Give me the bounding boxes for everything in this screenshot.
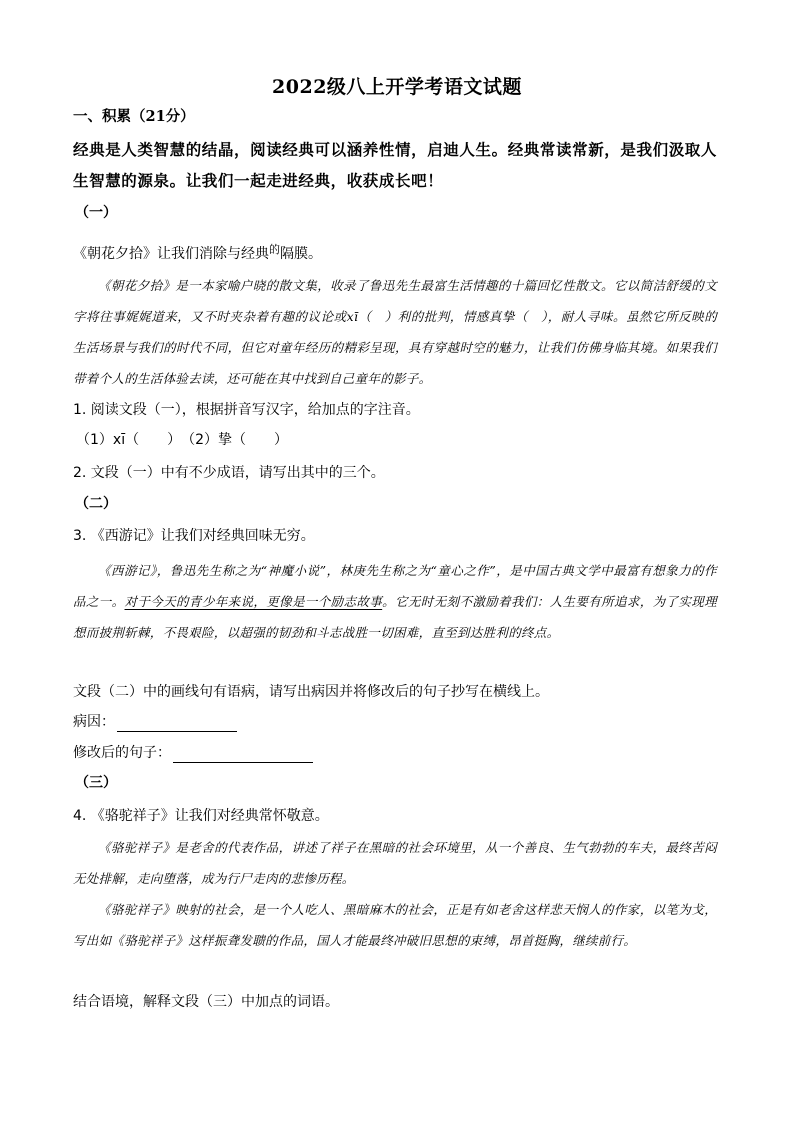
part2-topic: 3. 《西游记》让我们对经典回味无穷。 (73, 528, 315, 544)
part3-topic: 4. 《骆驼祥子》让我们对经典常怀敬意。 (73, 808, 329, 824)
question-1: 1. 阅读文段（一），根据拼音写汉字，给加点的字注音。 (73, 402, 420, 418)
intro-line-1: 经典是人类智慧的结晶，阅读经典可以涵养性情，启迪人生。经典常读常新，是我们汲取人 (73, 140, 718, 159)
part3-passage-1 (73, 832, 717, 894)
part2-underlined-sentence: 对于今天的青少年来说，更像是一个励志故事 (124, 594, 383, 609)
part3-passage-2-text: 《骆驼祥子》映射的社会，是一个人吃人、黑暗麻木的社会，正是有如老舍这样悲天悯人的作家，以笔为戈，写出如《骆驼祥子》这样振聋发聩的作品，国人才能最终冲破旧思想的束缚，昂首挺胸，继续前行。 (73, 902, 717, 948)
part2-passage-post: 。它无时无刻不激励着我们：人生要有所追求，为了实现理想而披荆斩棘，不畏艰险，以超强的韧劲和斗志战胜一切困难，直至到达胜利的终点。 (73, 594, 717, 640)
question-2: 2. 文段（一）中有不少成语，请写出其中的三个。 (73, 465, 385, 481)
part2-passage (73, 555, 717, 648)
part3-passage-2 (73, 894, 717, 956)
question-1-items: （1）xī（ ） （2）挚（ ） (76, 432, 288, 448)
cause-blank[interactable] (117, 717, 237, 732)
part3-instruction: 结合语境，解释文段（三）中加点的词语。 (73, 994, 339, 1010)
part2-passage-pre: 《西游记》，鲁迅先生称之为“神魔小说”，林庚先生称之为“童心之作”，是中国古典文学中最富有想象力的作品之一。 (73, 563, 717, 609)
part3-passage-1-text: 《骆驼祥子》是老舍的代表作品，讲述了祥子在黑暗的社会环境里，从一个善良、生气勃勃的车夫，最终苦闷无处排解，走向堕落，成为行尸走肉的悲惨历程。 (73, 840, 717, 886)
part1-label: （一） (75, 205, 117, 221)
part1-topic-sup: 的 (269, 243, 280, 256)
revised-row (73, 743, 313, 763)
part2-label: （二） (75, 496, 117, 512)
revised-label: 修改后的句子： (73, 745, 171, 761)
part1-topic (73, 240, 322, 264)
cause-label: 病因： (73, 714, 115, 730)
part3-label: （三） (75, 775, 117, 791)
revised-blank[interactable] (173, 748, 313, 763)
part1-passage (73, 270, 717, 394)
part1-topic-post: 隔膜。 (280, 246, 322, 262)
part1-passage-text: 《朝花夕拾》是一本家喻户晓的散文集，收录了鲁迅先生最富生活情趣的十篇回忆性散文。它以简洁舒缓的文字将往事娓娓道来，又不时夹杂着有趣的议论或xī（ ）利的批判，情感真挚（ ），耐人寻味。虽然它所反映的生活场景与我们的时代不同，但它对童年经历的精彩呈现，具有穿越时空的魅力，让我们仿佛身临其境。如果我们带着个人的生活体验去读，还可能在其中找到自己童年的影子。 (73, 278, 717, 386)
section-heading: 一、积累（21分） (73, 108, 195, 125)
cause-row (73, 712, 237, 732)
intro-line-2: 生智慧的源泉。让我们一起走进经典，收获成长吧！ (73, 171, 444, 190)
part2-instruction: 文段（二）中的画线句有语病，请写出病因并将修改后的句子抄写在横线上。 (73, 684, 549, 700)
exam-title: 2022级八上开学考语文试题 (272, 76, 522, 98)
part1-topic-pre: 《朝花夕拾》让我们消除与经典 (73, 246, 269, 262)
